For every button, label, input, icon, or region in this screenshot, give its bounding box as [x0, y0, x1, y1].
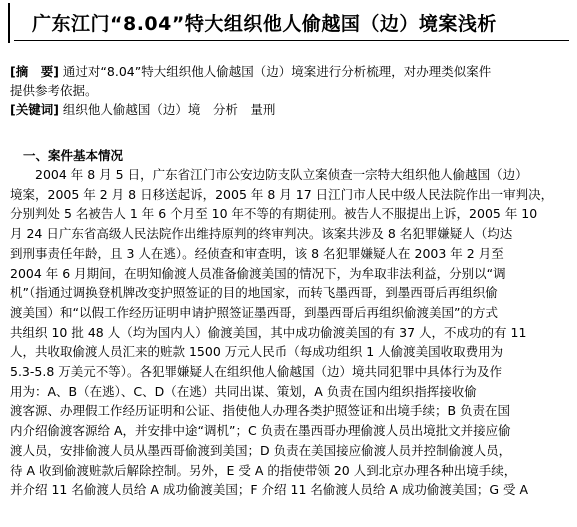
- abstract-label: [摘 要]: [10, 64, 59, 79]
- body-line: 境案，2005 年 2 月 8 日移送起诉，2005 年 8 月 17 日江门市人民中级人民法院作出一审判决，: [10, 186, 554, 202]
- body-line: 内介绍偷渡客源给 A，并安排中途“调机”；C 负责在墨西哥办理偷渡人员出境批文并接应偷: [10, 423, 511, 439]
- body-line: 月 24 日广东省高级人民法院作出维持原判的终审判决。该案共涉及 8 名犯罪嫌疑人（均达: [10, 226, 513, 242]
- body-line: 机”（指通过调换登机牌改变护照签证的目的地国家，而转飞墨西哥，到墨西哥后再组织偷: [10, 285, 498, 301]
- body-line: 待 A 收到偷渡赃款后解除控制。另外，E 受 A 的指使带领 20 人到北京办理各种出境手续，: [10, 462, 517, 478]
- body-line: 用为：A、B（在逃）、C、D（在逃）共同出谋、策划，A 负责在国内组织指挥接收偷: [10, 383, 477, 399]
- section-heading: 一、案件基本情况: [23, 148, 124, 163]
- article-title: 广东江门“8.04”特大组织他人偷越国（边）境案浅析: [32, 13, 497, 35]
- keywords-label: [关键词]: [10, 102, 59, 117]
- abstract-block: [10, 62, 560, 100]
- body-line: 到刑事责任年龄，且 3 人在逃）。经侦查和审查明，该 8 名犯罪嫌疑人在 2003 年 2 月至: [10, 245, 504, 261]
- body-line: 人，共收取偷渡人员汇来的赃款 1500 万元人民币（每成功组织 1 人偷渡美国收取费用为: [10, 344, 504, 360]
- body-line: 2004 年 8 月 5 日，广东省江门市公安边防支队立案侦查一宗特大组织他人偷越国（边）: [10, 167, 528, 182]
- abstract-text-cont: 提供参考依据。: [10, 83, 98, 98]
- body-line: 渡客源、办理假工作经历证明和公证、指使他人办理各类护照签证和出境手续；B 负责在国: [10, 403, 511, 419]
- body-line: 共组织 10 批 48 人（均为国内人）偷渡美国，其中成功偷渡美国的有 37 人，不成功的有 11: [10, 324, 527, 340]
- abstract-text: 通过对“8.04”特大组织他人偷越国（边）境案进行分析梳理，对办理类似案件: [62, 64, 492, 79]
- body-line: 渡人员，安排偷渡人员从墨西哥偷渡到美国；D 负责在美国接应偷渡人员并控制偷渡人员，: [10, 442, 512, 458]
- body-line: 分别判处 5 名被告人 1 年 6 个月至 10 年不等的有期徒刑。被告人不服提出上诉，2005 年 10: [10, 206, 538, 222]
- body-line: 渡美国）和“以假工作经历证明申请护照签证墨西哥，到墨西哥后再组织偷渡美国”的方式: [10, 304, 498, 320]
- keywords-text: 组织他人偷越国（边）境 分析 量刑: [62, 102, 276, 117]
- body-line: 并介绍 11 名偷渡人员给 A 成功偷渡美国；F 介绍 11 名偷渡人员给 A 成功偷渡美国；G 受 A: [10, 482, 529, 498]
- title-block: [8, 3, 571, 43]
- body-line: 5.3-5.8 万美元不等）。各犯罪嫌疑人在组织他人偷越国（边）境共同犯罪中具体行为及作: [10, 364, 502, 380]
- section-body: [10, 165, 566, 500]
- body-line: 2004 年 6 月期间，在明知偷渡人员准备偷渡美国的情况下，为牟取非法利益，分别以“调: [10, 265, 506, 281]
- keywords-block: [10, 100, 560, 119]
- title-underline: [14, 40, 569, 41]
